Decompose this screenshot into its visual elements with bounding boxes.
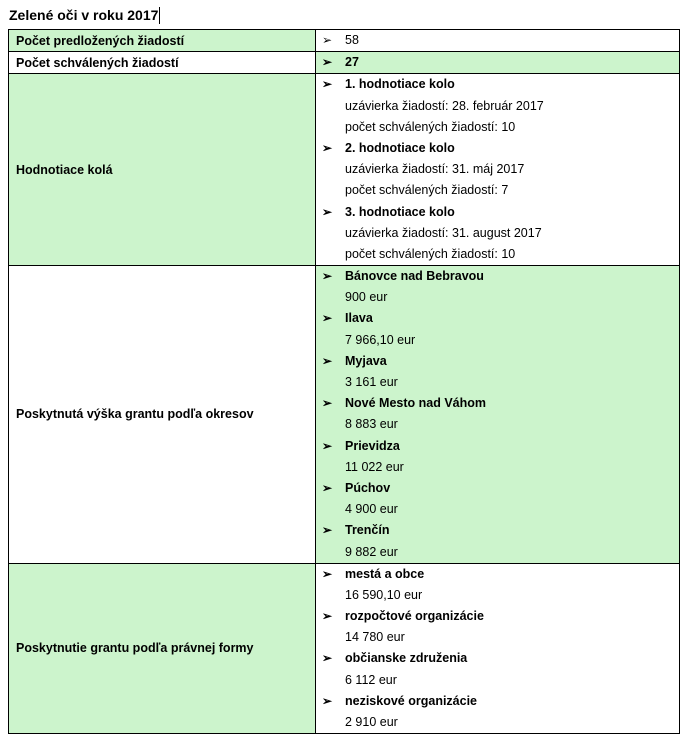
list-item bbox=[320, 74, 679, 95]
round-approved-count: počet schválených žiadostí: 10 bbox=[345, 246, 516, 261]
label-formy: Poskytnutie grantu podľa právnej formy bbox=[9, 563, 316, 734]
legal-form-amount: 2 910 eur bbox=[345, 715, 398, 729]
bullet-line bbox=[320, 52, 679, 73]
legal-form-name: neziskové organizácie bbox=[345, 693, 478, 708]
legal-form-name: občianske združenia bbox=[345, 651, 468, 666]
value-cell-predlozene bbox=[316, 30, 680, 52]
district-amount: 11 022 eur bbox=[345, 459, 404, 474]
arrowhead-bullet-icon: ➢ bbox=[322, 396, 333, 411]
label-okresy: Poskytnutá výška grantu podľa okresov bbox=[9, 266, 316, 564]
table-row-kola bbox=[9, 74, 680, 266]
round-approved-count: počet schválených žiadostí: 7 bbox=[345, 183, 509, 198]
round-name: 1. hodnotiace kolo bbox=[345, 77, 455, 92]
district-amount: 4 900 eur bbox=[345, 502, 398, 517]
label-kola: Hodnotiace kolá bbox=[9, 74, 316, 266]
arrowhead-bullet-icon: ➢ bbox=[322, 438, 333, 453]
district-amount: 3 161 eur bbox=[345, 375, 398, 389]
arrowhead-bullet-icon: ➢ bbox=[322, 269, 333, 284]
legal-form-amount: 16 590,10 eur bbox=[345, 587, 423, 602]
list-item bbox=[320, 436, 679, 457]
arrowhead-bullet-icon: ➢ bbox=[322, 651, 333, 666]
document-title bbox=[9, 5, 160, 25]
text-cursor bbox=[159, 7, 160, 24]
district-amount: 9 882 eur bbox=[345, 544, 398, 559]
list-item bbox=[320, 606, 679, 627]
list-item bbox=[320, 202, 679, 223]
value-schvalene: 27 bbox=[345, 55, 359, 70]
value-cell-okresy bbox=[316, 266, 680, 564]
round-deadline: uzávierka žiadostí: 28. február 2017 bbox=[345, 98, 544, 113]
arrowhead-bullet-icon: ➢ bbox=[322, 311, 333, 326]
arrowhead-bullet-icon: ➢ bbox=[322, 523, 333, 538]
legal-form-amount: 6 112 eur bbox=[345, 672, 397, 687]
legal-form-name: rozpočtové organizácie bbox=[345, 609, 484, 624]
table-row-formy bbox=[9, 563, 680, 734]
list-item bbox=[320, 691, 679, 712]
arrowhead-bullet-icon: ➢ bbox=[322, 204, 333, 219]
arrowhead-bullet-icon: ➢ bbox=[322, 140, 333, 155]
legal-form-amount: 14 780 eur bbox=[345, 630, 405, 645]
arrowhead-bullet-icon: ➢ bbox=[322, 33, 333, 47]
label-schvalene: Počet schválených žiadostí bbox=[9, 52, 316, 74]
value-cell-kola bbox=[316, 74, 680, 266]
grant-summary-table bbox=[8, 29, 680, 734]
list-item bbox=[320, 308, 679, 329]
round-name: 2. hodnotiace kolo bbox=[345, 140, 455, 155]
district-amount: 8 883 eur bbox=[345, 417, 398, 432]
list-item bbox=[320, 393, 679, 414]
value-cell-schvalene bbox=[316, 52, 680, 74]
table-row-okresy bbox=[9, 266, 680, 564]
value-cell-formy bbox=[316, 563, 680, 734]
list-item bbox=[320, 520, 679, 541]
legal-form-name: mestá a obce bbox=[345, 566, 425, 581]
document-title-text: Zelené oči v roku 2017 bbox=[9, 7, 159, 23]
district-amount: 7 966,10 eur bbox=[345, 332, 416, 347]
district-name: Púchov bbox=[345, 480, 391, 495]
list-item bbox=[320, 266, 679, 287]
list-item bbox=[320, 138, 679, 159]
district-amount: 900 eur bbox=[345, 290, 388, 305]
arrowhead-bullet-icon: ➢ bbox=[322, 609, 333, 624]
arrowhead-bullet-icon: ➢ bbox=[322, 566, 333, 581]
district-name: Bánovce nad Bebravou bbox=[345, 269, 484, 284]
table-row-predlozene bbox=[9, 30, 680, 52]
district-name: Prievidza bbox=[345, 438, 400, 453]
list-item bbox=[320, 648, 679, 669]
label-predlozene: Počet predložených žiadostí bbox=[9, 30, 316, 52]
arrowhead-bullet-icon: ➢ bbox=[322, 55, 333, 70]
district-name: Trenčín bbox=[345, 523, 390, 538]
round-deadline: uzávierka žiadostí: 31. máj 2017 bbox=[345, 162, 525, 177]
district-name: Ilava bbox=[345, 311, 373, 326]
round-approved-count: počet schválených žiadostí: 10 bbox=[345, 119, 516, 134]
round-deadline: uzávierka žiadostí: 31. august 2017 bbox=[345, 225, 542, 240]
arrowhead-bullet-icon: ➢ bbox=[322, 353, 333, 368]
list-item bbox=[320, 564, 679, 585]
bullet-line bbox=[320, 30, 679, 51]
value-predlozene: 58 bbox=[345, 33, 359, 47]
arrowhead-bullet-icon: ➢ bbox=[322, 480, 333, 495]
table-row-schvalene bbox=[9, 52, 680, 74]
round-name: 3. hodnotiace kolo bbox=[345, 204, 455, 219]
district-name: Myjava bbox=[345, 353, 387, 368]
district-name: Nové Mesto nad Váhom bbox=[345, 396, 486, 411]
arrowhead-bullet-icon: ➢ bbox=[322, 77, 333, 92]
arrowhead-bullet-icon: ➢ bbox=[322, 693, 333, 708]
list-item bbox=[320, 478, 679, 499]
list-item bbox=[320, 351, 679, 372]
